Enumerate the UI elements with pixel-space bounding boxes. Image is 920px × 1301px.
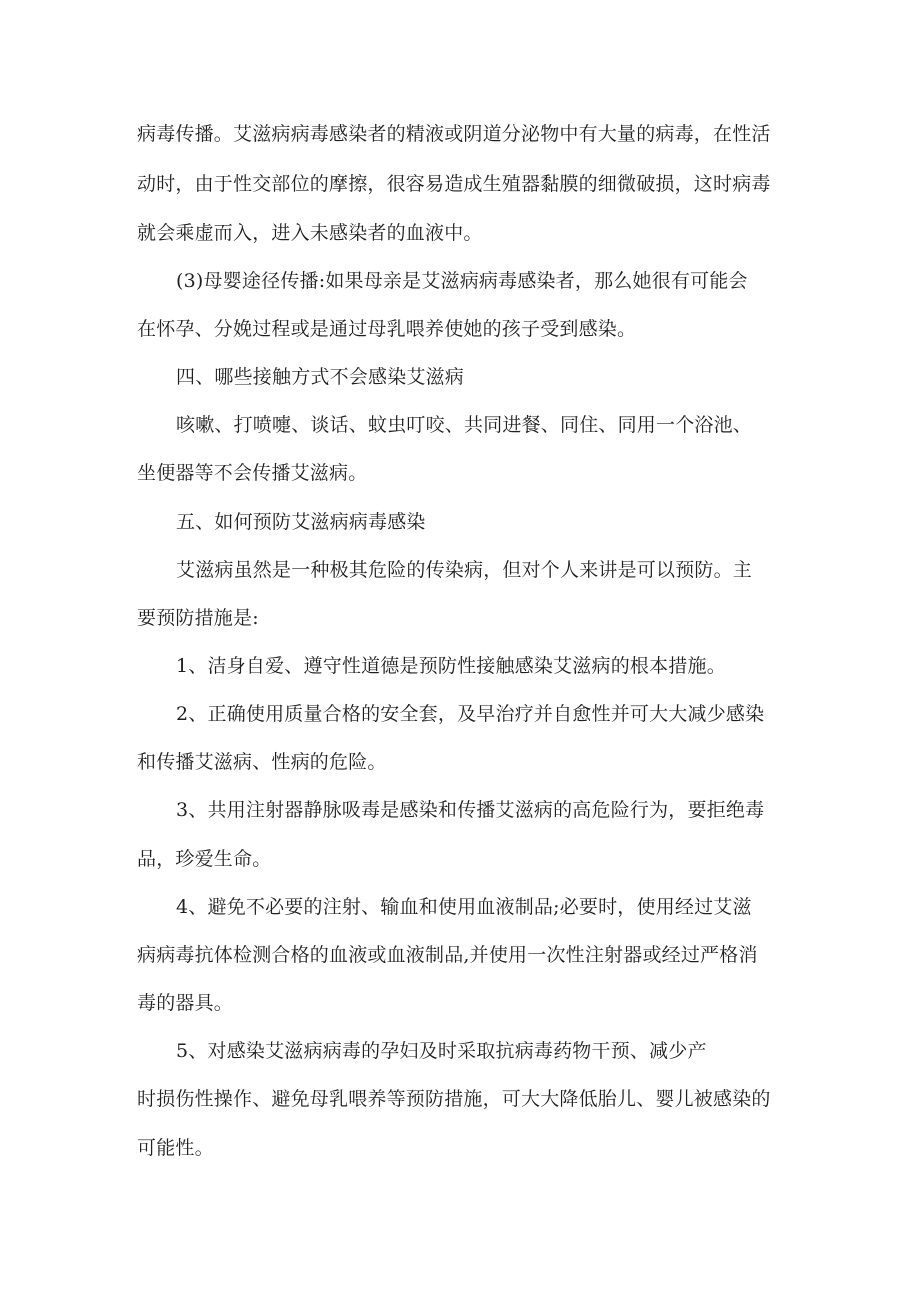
text-line: 艾滋病虽然是一种极其危险的传染病，但对个人来讲是可以预防。主: [176, 559, 753, 581]
section-heading: 五、如何预防艾滋病病毒感染: [176, 511, 426, 533]
text-line: 动时，由于性交部位的摩擦，很容易造成生殖器黏膜的细微破损，这时病毒: [137, 173, 771, 195]
text-line: 可能性。: [137, 1137, 214, 1159]
list-item: 1、洁身自爱、遵守性道德是预防性接触感染艾滋病的根本措施。: [176, 655, 726, 677]
text-line: 毒的器具。: [137, 992, 234, 1014]
text-line: 时损伤性操作、避免母乳喂养等预防措施，可大大降低胎儿、婴儿被感染的: [137, 1088, 771, 1110]
text-line: 品，珍爱生命。: [137, 848, 272, 870]
list-item: 4、避免不必要的注射、输血和使用血液制品;必要时，使用经过艾滋: [176, 896, 752, 918]
text-line: 咳嗽、打喷嚏、谈话、蚊虫叮咬、共同进餐、同住、同用一个浴池、: [176, 414, 753, 436]
list-item: 5、对感染艾滋病病毒的孕妇及时采取抗病毒药物干预、减少产: [176, 1040, 707, 1062]
text-line: 要预防措施是:: [137, 607, 259, 629]
text-line: 就会乘虚而入，进入未感染者的血液中。: [137, 222, 483, 244]
text-line: 病毒传播。艾滋病病毒感染者的精液或阴道分泌物中有大量的病毒，在性活: [137, 123, 771, 145]
text-line: (3)母婴途径传播:如果母亲是艾滋病病毒感染者，那么她很有可能会: [176, 270, 748, 292]
text-line: 坐便器等不会传播艾滋病。: [137, 462, 368, 484]
text-line: 病病毒抗体检测合格的血液或血液制品,并使用一次性注射器或经过严格消: [137, 944, 758, 966]
text-line: 在怀孕、分娩过程或是通过母乳喂养使她的孩子受到感染。: [137, 318, 637, 340]
text-line: 和传播艾滋病、性病的危险。: [137, 751, 387, 773]
list-item: 3、共用注射器静脉吸毒是感染和传播艾滋病的高危险行为，要拒绝毒: [176, 799, 765, 821]
list-item: 2、正确使用质量合格的安全套，及早治疗并自愈性并可大大减少感染: [176, 703, 765, 725]
section-heading: 四、哪些接触方式不会感染艾滋病: [176, 366, 465, 388]
